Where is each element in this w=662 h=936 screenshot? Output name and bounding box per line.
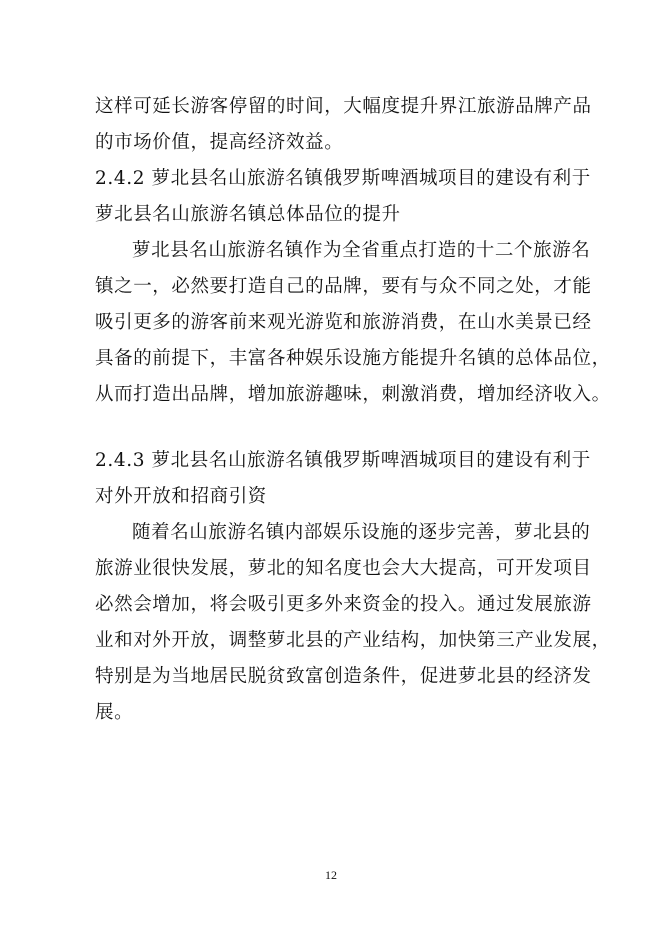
- paragraph-line: 具备的前提下，丰富各种娱乐设施方能提升名镇的总体品位，: [95, 348, 611, 369]
- section-heading-2-4-3: 2.4.3 萝北县名山旅游名镇俄罗斯啤酒城项目的建设有利于: [95, 450, 591, 471]
- section-heading-2-4-3: 对外开放和招商引资: [95, 486, 267, 507]
- paragraph-line: 特别是为当地居民脱贫致富创造条件，促进萝北县的经济发: [95, 666, 592, 687]
- section-heading-2-4-2: 萝北县名山旅游名镇总体品位的提升: [95, 204, 401, 225]
- paragraph-line: 展。: [95, 702, 134, 723]
- section-heading-2-4-2: 2.4.2 萝北县名山旅游名镇俄罗斯啤酒城项目的建设有利于: [95, 168, 591, 189]
- paragraph-line: 旅游业很快发展，萝北的知名度也会大大提高，可开发项目: [95, 558, 592, 579]
- paragraph-line: 随着名山旅游名镇内部娱乐设施的逐步完善，萝北县的: [132, 522, 591, 543]
- paragraph-line: 必然会增加，将会吸引更多外来资金的投入。通过发展旅游: [95, 594, 592, 615]
- paragraph-line: 从而打造出品牌，增加旅游趣味，刺激消费，增加经济收入。: [95, 384, 611, 405]
- paragraph-line: 萝北县名山旅游名镇作为全省重点打造的十二个旅游名: [132, 240, 591, 261]
- paragraph-line: 镇之一，必然要打造自己的品牌，要有与众不同之处，才能: [95, 276, 592, 297]
- paragraph-line: 这样可延长游客停留的时间，大幅度提升界江旅游品牌产品: [95, 96, 592, 117]
- paragraph-line: 的市场价值，提高经济效益。: [95, 132, 344, 153]
- page-number: 12: [325, 868, 337, 882]
- paragraph-line: 吸引更多的游客前来观光游览和旅游消费，在山水美景已经: [95, 312, 592, 333]
- paragraph-line: 业和对外开放，调整萝北县的产业结构，加快第三产业发展，: [95, 630, 611, 651]
